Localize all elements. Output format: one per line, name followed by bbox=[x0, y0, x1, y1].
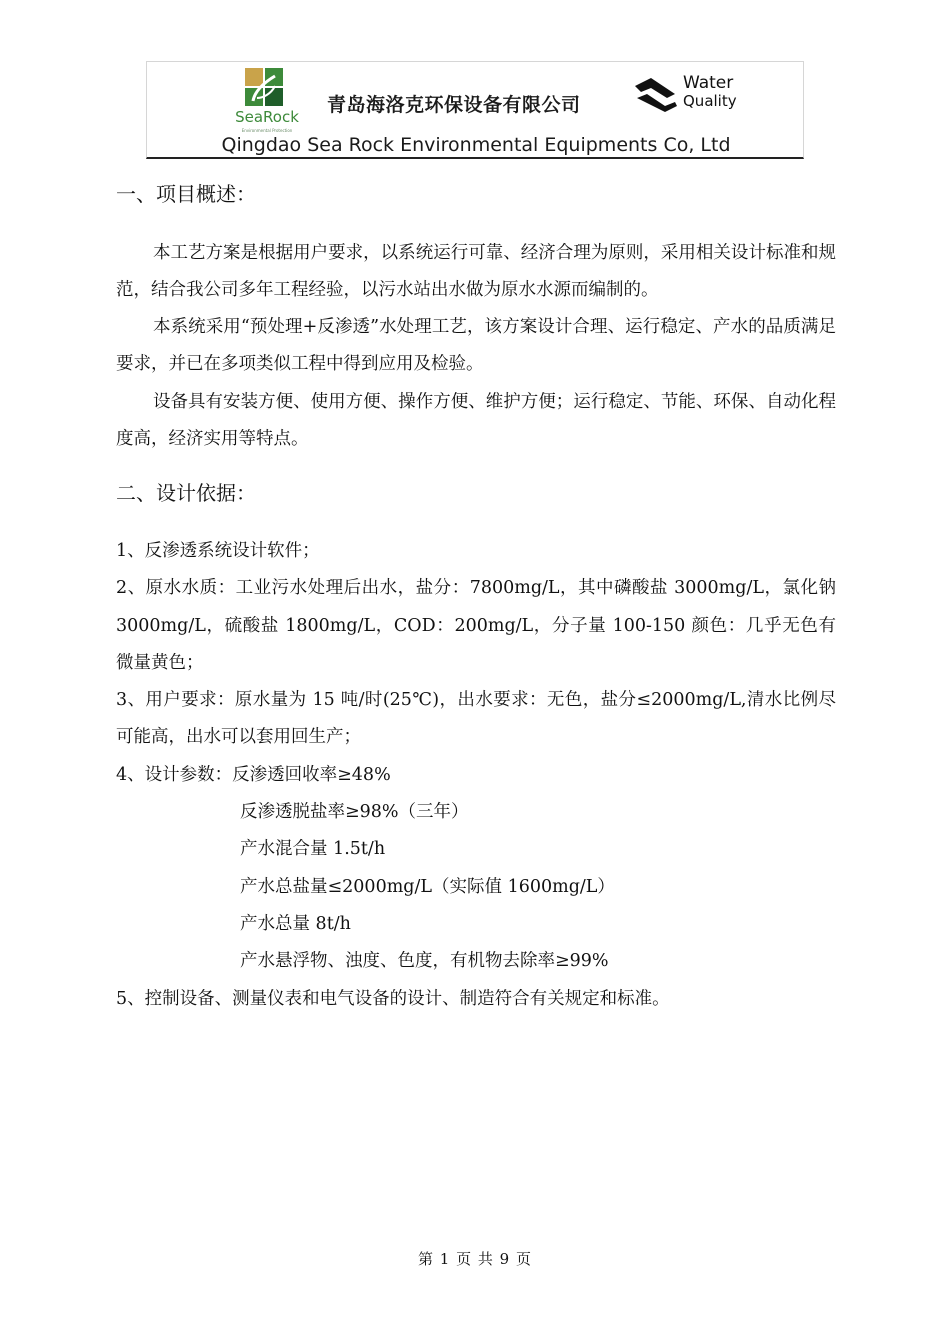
letterhead bbox=[146, 61, 804, 159]
water-quality-wave-icon bbox=[631, 74, 683, 114]
design-basis-list bbox=[116, 533, 836, 1018]
overview-paragraph: 本工艺方案是根据用户要求，以系统运行可靠、经济合理为原则，采用相关设计标准和规范，结合我公司多年工程经验，以污水站出水做为原水水源而编制的。 bbox=[116, 243, 836, 300]
partner-name-line1: Water bbox=[683, 73, 734, 93]
design-parameter: 产水总量 8t/h bbox=[240, 913, 351, 934]
brand-name: SeaRock bbox=[235, 108, 299, 126]
partner-name-line2: Quality bbox=[683, 92, 737, 110]
list-item: 1、反渗透系统设计软件； bbox=[116, 541, 320, 561]
section-heading-overview: 一、项目概述： bbox=[116, 182, 256, 206]
design-parameter: 产水总盐量≤2000mg/L（实际值 1600mg/L） bbox=[240, 876, 615, 897]
list-item: 2、原水水质：工业污水处理后出水，盐分：7800mg/L，其中磷酸盐 3000mg/L，氯化钠 3000mg/L，硫酸盐 1800mg/L，COD：200mg/L，分子量 100-150 颜色：几乎无色有微量黄色； bbox=[116, 578, 836, 673]
brand-tagline: Environmental Protection bbox=[241, 128, 293, 133]
company-name-cn: 青岛海洛克环保设备有限公司 bbox=[327, 94, 581, 116]
design-parameter: 反渗透脱盐率≥98%（三年） bbox=[240, 802, 469, 823]
water-quality-logo bbox=[631, 72, 741, 117]
list-item: 4、设计参数：反渗透回收率≥48% bbox=[116, 764, 391, 785]
design-parameter: 产水混合量 1.5t/h bbox=[240, 839, 386, 860]
design-parameter: 产水悬浮物、浊度、色度，有机物去除率≥99% bbox=[240, 951, 609, 972]
page-number: 第 1 页 共 9 页 bbox=[418, 1250, 532, 1268]
searock-leaf-icon bbox=[245, 68, 283, 106]
overview-paragraph: 本系统采用“预处理+反渗透”水处理工艺，该方案设计合理、运行稳定、产水的品质满足要求，并已在多项类似工程中得到应用及检验。 bbox=[116, 317, 836, 374]
list-item: 5、控制设备、测量仪表和电气设备的设计、制造符合有关规定和标准。 bbox=[116, 988, 670, 1009]
list-item: 3、用户要求：原水量为 15 吨/时(25℃)，出水要求：无色，盐分≤2000mg/L,清水比例尽可能高，出水可以套用回生产； bbox=[116, 690, 836, 748]
overview-paragraph: 设备具有安装方便、使用方便、操作方便、维护方便；运行稳定、节能、环保、自动化程度高，经济实用等特点。 bbox=[116, 392, 836, 449]
searock-logo bbox=[227, 68, 307, 138]
section-heading-design-basis: 二、设计依据： bbox=[116, 481, 256, 505]
company-name-en: Qingdao Sea Rock Environmental Equipments Co, Ltd bbox=[221, 134, 731, 156]
